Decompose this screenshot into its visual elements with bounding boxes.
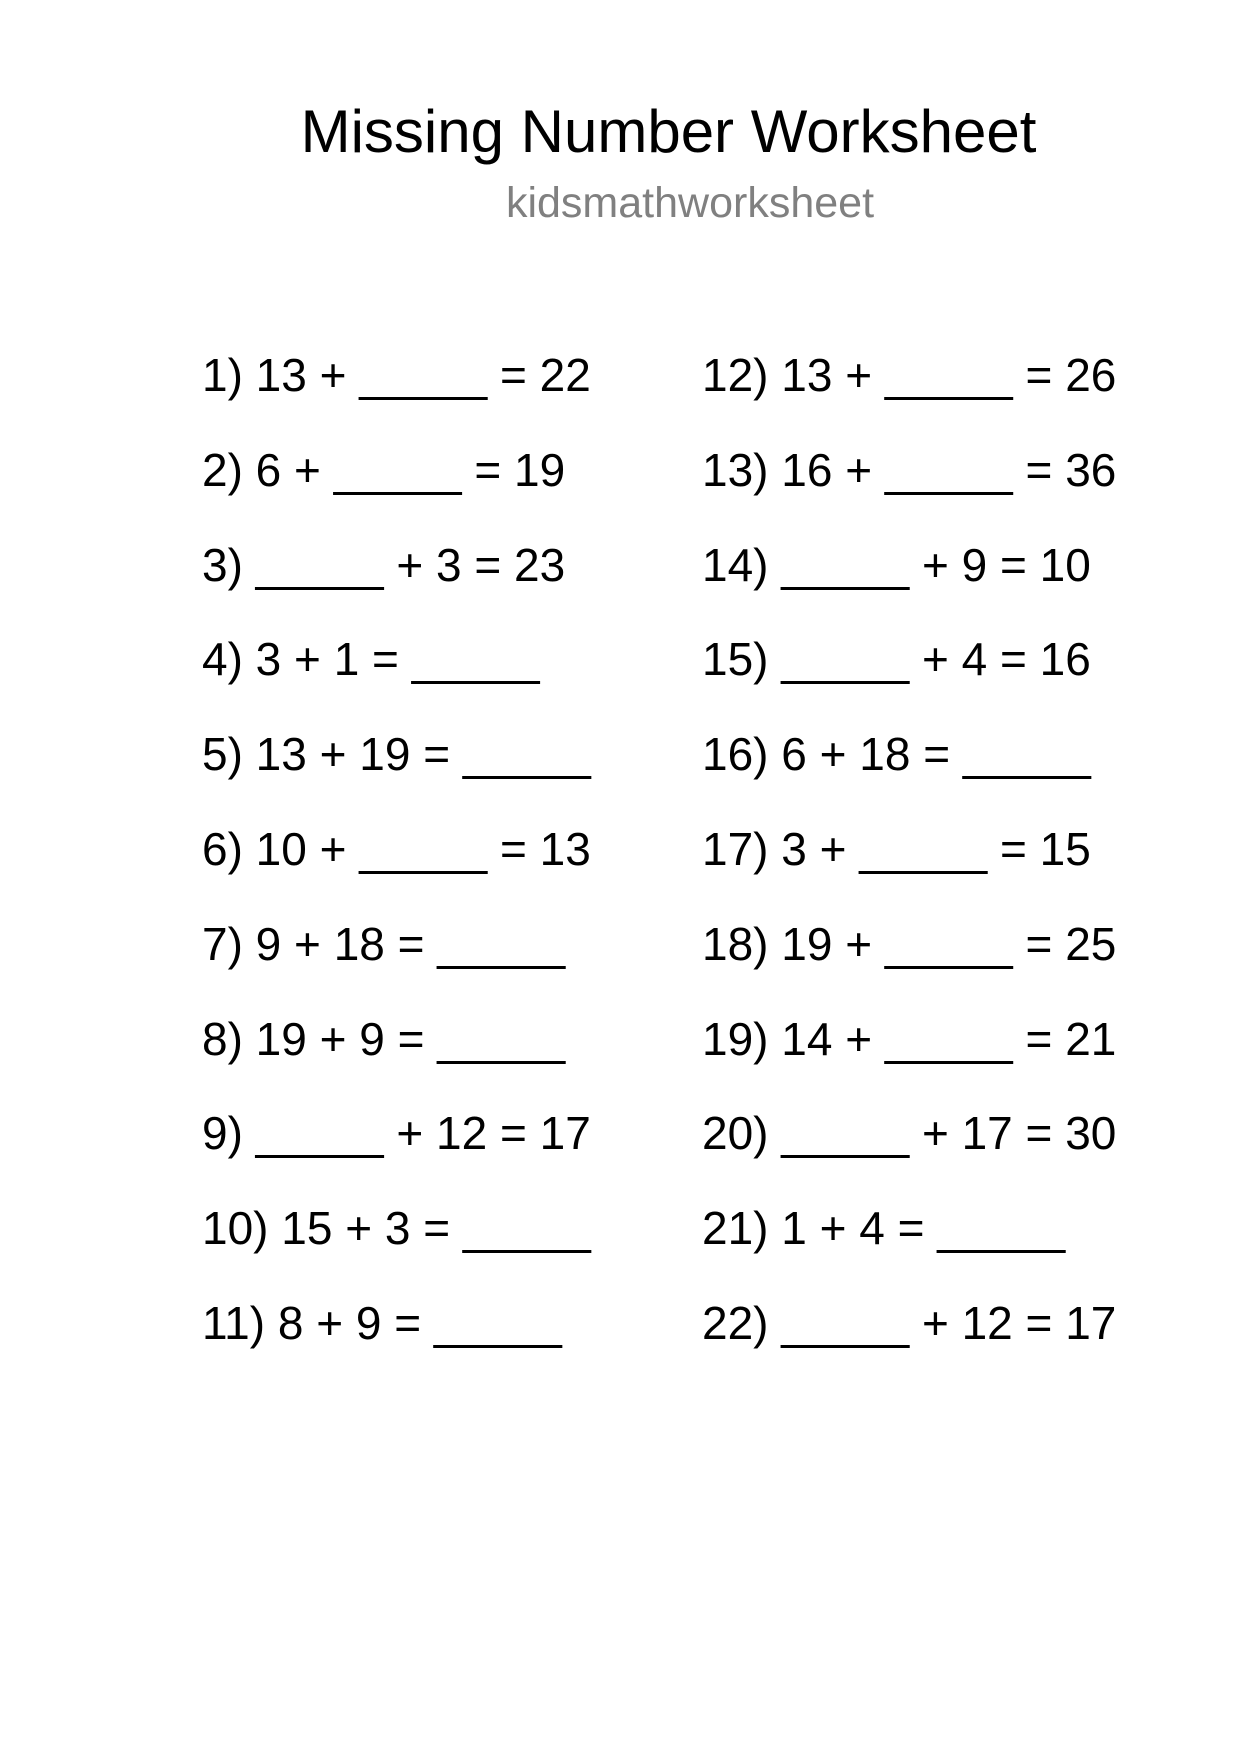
problem-22: 22) _____ + 12 = 17 [702,1296,1117,1349]
problem-4: 4) 3 + 1 = _____ [202,633,540,686]
problem-9: 9) _____ + 12 = 17 [202,1107,591,1160]
problem-21: 21) 1 + 4 = _____ [702,1202,1066,1255]
problem-2: 2) 6 + _____ = 19 [202,443,566,496]
problem-15: 15) _____ + 4 = 16 [702,633,1091,686]
problems-left-column [202,344,591,1387]
problems-right-column [702,344,1116,1387]
problem-11: 11) 8 + 9 = _____ [202,1296,562,1349]
problem-16: 16) 6 + 18 = _____ [702,728,1091,781]
problem-19: 19) 14 + _____ = 21 [702,1012,1117,1065]
worksheet-subtitle: kidsmathworksheet [505,179,875,227]
problem-18: 18) 19 + _____ = 25 [702,917,1117,970]
problem-20: 20) _____ + 17 = 30 [702,1107,1117,1160]
problem-14: 14) _____ + 9 = 10 [702,538,1091,591]
problem-17: 17) 3 + _____ = 15 [702,822,1091,875]
problem-3: 3) _____ + 3 = 23 [202,538,566,591]
problem-6: 6) 10 + _____ = 13 [202,822,591,875]
problem-7: 7) 9 + 18 = _____ [202,917,566,970]
problem-8: 8) 19 + 9 = _____ [202,1012,566,1065]
problem-12: 12) 13 + _____ = 26 [702,349,1117,401]
problem-10: 10) 15 + 3 = _____ [202,1202,591,1255]
problem-1: 1) 13 + _____ = 22 [202,349,591,401]
problem-13: 13) 16 + _____ = 36 [702,443,1117,496]
worksheet-title: Missing Number Worksheet [300,98,1037,165]
problem-5: 5) 13 + 19 = _____ [202,728,591,781]
